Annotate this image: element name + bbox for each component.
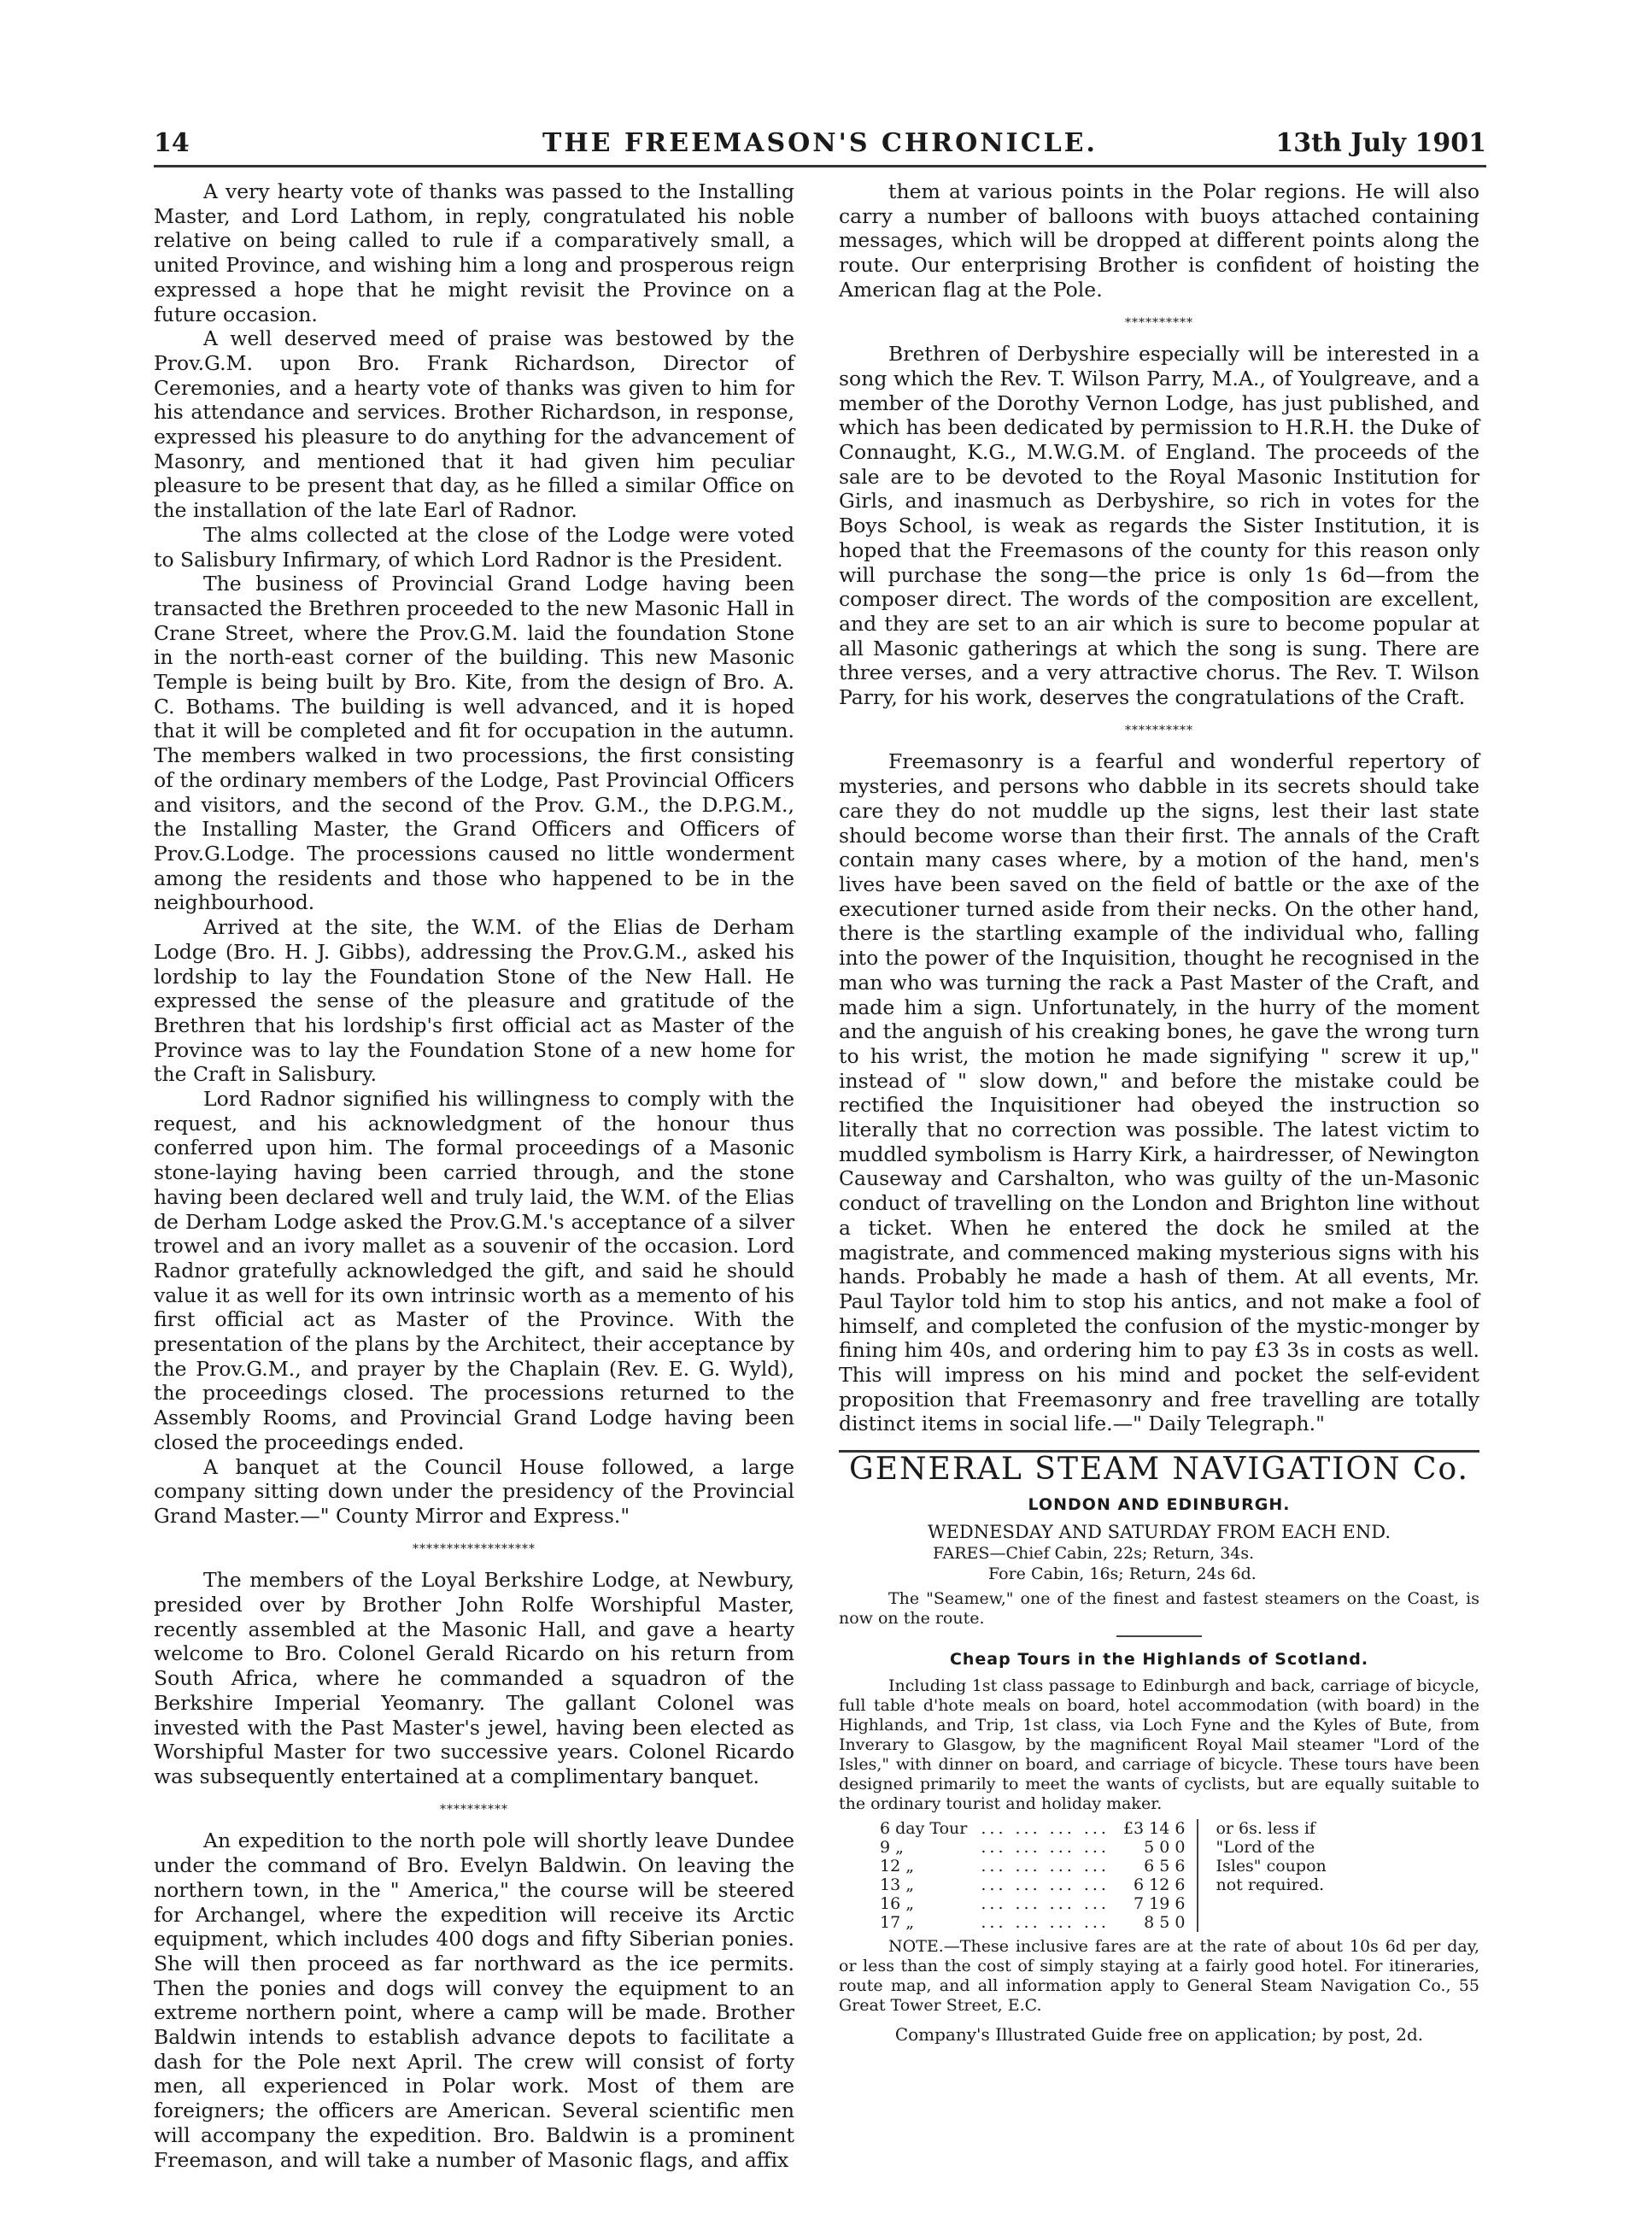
steam-navigation-advertisement: [839, 1450, 1479, 2047]
ad-seamew-note: The "Seamew," one of the finest and fastest steamers on the Coast, is now on the route.: [839, 1588, 1479, 1628]
article-paragraph: Lord Radnor signified his willingness to comply with the request, and his acknowledgment of the honour thus conferred upon him. The formal proceedings of a Masonic stone-laying having been carried through, and the stone having been declared well and truly laid, the W.M. of the Elias de Derham Lodge asked the Prov.G.M.'s acceptance of a silver trowel and an ivory mallet as a souvenir of the occasion. Lord Radnor gratefully acknowledged the gift, and said he should value it as well for its own intrinsic worth as a memento of his first official act as Master of the Province. With the presentation of the plans by the Architect, their acceptance by the Prov.G.M., and prayer by the Chaplain (Rev. E. G. Wyld), the proceedings closed. The processions returned to the Assembly Rooms, and Provincial Grand Lodge having been closed the proceedings ended.: [154, 1087, 794, 1454]
article-paragraph: Brethren of Derbyshire especially will be interested in a song which the Rev. T. Wilson Parry, M.A., of Youlgreave, and a member of the Dorothy Vernon Lodge, has just published, and which has been dedicated by permission to H.R.H. the Duke of Connaught, K.G., M.W.G.M. of England. The proceeds of the sale are to be devoted to the Royal Masonic Institution for Girls, and inasmuch as Derbyshire, so rich in votes for the Boys School, is weak as regards the Sister Institution, it is hoped that the Freemasons of the county for this reason only will purchase the song—the price is only 1s 6d—from the composer direct. The words of the composition are excellent, and they are set to an air which is sure to become popular at all Masonic gatherings at which the song is sung. There are three verses, and a very attractive chorus. The Rev. T. Wilson Parry, for his work, deserves the congratulations of the Craft.: [839, 342, 1479, 710]
left-column: [154, 179, 794, 2172]
table-row: [873, 1819, 1350, 1838]
leader-dots: ... ... ... ...: [981, 1819, 1110, 1839]
leader-dots: ... ... ... ...: [981, 1894, 1110, 1914]
header-rule: [154, 165, 1486, 167]
ad-tours-heading: Cheap Tours in the Highlands of Scotland.: [949, 1649, 1369, 1669]
publication-title: THE FREEMASON'S CHRONICLE.: [542, 128, 1098, 158]
tour-days: 13 „: [880, 1875, 915, 1895]
issue-date: 13th July 1901: [1275, 128, 1486, 158]
article-paragraph: Freemasonry is a fearful and wonderful repertory of mysteries, and persons who dabble in its secrets should take care they do not muddle up the signs, lest their last state should become worse than their first. The annals of the Craft contain many cases where, by a motion of the hand, men's lives have been saved on the field of battle or the axe of the executioner turned aside from their necks. On the other hand, there is the startling example of the individual who, falling into the power of the Inquisition, thought he recognised in the man who was turning the rack a Past Master of the Craft, and made him a sign. Unfortunately, in the hurry of the moment and the anguish of his creaking bones, he gave the wrong turn to his wrist, the motion he made signifying " screw it up," instead of " slow down," and before the mistake could be rectified the Inquisitioner had obeyed the instruction so literally that no correction was possible. The latest victim to muddled symbolism is Harry Kirk, a hairdresser, of Newington Causeway and Carshalton, who was guilty of the un-Masonic conduct of travelling on the London and Brighton line without a ticket. When he entered the dock he smiled at the magistrate, and commenced making mysterious signs with his hands. Probably he made a hash of them. At all events, Mr. Paul Taylor told him to stop his antics, and not make a fool of himself, and completed the confusion of the mystic-monger by fining him 40s, and ordering him to pay £3 3s in costs as well. This will impress on his mind and pocket the self-evident proposition that Freemasonry and free travelling are totally distinct items in social life.—" Daily Telegraph.": [839, 749, 1479, 1436]
tour-price: £3 14 6: [1122, 1819, 1186, 1839]
tour-price: 8 5 0: [1144, 1913, 1186, 1933]
tour-days: 9 „: [880, 1838, 904, 1858]
article-paragraph: A very hearty vote of thanks was passed to the Installing Master, and Lord Lathom, in reply, congratulated his noble relative on being called to rule if a comparatively small, a united Province, and wishing him a long and prosperous reign expressed a hope that he might revisit the Province on a future occasion.: [154, 179, 794, 326]
tour-price: 6 5 6: [1144, 1857, 1186, 1876]
tour-days: 6 day Tour: [880, 1819, 968, 1839]
leader-dots: ... ... ... ...: [981, 1857, 1110, 1876]
right-column: [839, 179, 1479, 2047]
article-paragraph: A banquet at the Council House followed, a large company sitting down under the presidency of the Provincial Grand Master.—" County Mirror and Express.": [154, 1454, 794, 1528]
section-separator: **********: [1125, 315, 1193, 330]
ad-fares-note: NOTE.—These inclusive fares are at the rate of about 10s 6d per day, or less than the cost of simply staying at a fairly good hotel. For itineraries, route map, and all information apply to General Steam Navigation Co., 55 Great Tower Street, E.C.: [839, 1937, 1479, 2016]
page-header: [154, 128, 1486, 162]
section-separator: ******************: [413, 1541, 536, 1556]
ad-route: LONDON AND EDINBURGH.: [1028, 1494, 1291, 1514]
ad-tours-text: Including 1st class passage to Edinburgh and back, carriage of bicycle, full table d'hote meals on board, hotel accommodation (with board) in the Highlands, and Trip, 1st class, via Loch Fyne and the Kyles of Bute, from Inverary to Glasgow, by the magnificent Royal Mail steamer "Lord of the Isles," with dinner on board, and carriage of bicycle. These tours have been designed primarily to meet the wants of cyclists, but are equally suitable to the ordinary tourist and holiday maker.: [839, 1676, 1479, 1814]
ad-divider: [1116, 1635, 1202, 1637]
tour-days: 17 „: [880, 1913, 915, 1933]
ad-guide-offer: Company's Illustrated Guide free on application; by post, 2d.: [894, 2024, 1424, 2046]
ad-company-name: GENERAL STEAM NAVIGATION Co.: [849, 1452, 1469, 1488]
tours-side-note: or 6s. less if "Lord of the Isles" coupon not required.: [1198, 1819, 1350, 1932]
tours-price-table: [873, 1819, 1350, 1932]
ad-fare-chief: FARES—Chief Cabin, 22s; Return, 34s.: [933, 1543, 1255, 1563]
article-paragraph: them at various points in the Polar regions. He will also carry a number of balloons with buoys attached containing messages, which will be dropped at different points along the route. Our enterprising Brother is confident of hoisting the American flag at the Pole.: [839, 179, 1479, 302]
tour-price: 7 19 6: [1134, 1894, 1186, 1914]
ad-fare-fore: Fore Cabin, 16s; Return, 24s 6d.: [988, 1564, 1257, 1583]
leader-dots: ... ... ... ...: [981, 1838, 1110, 1858]
tour-price: 5 0 0: [1144, 1838, 1186, 1858]
ad-schedule: WEDNESDAY AND SATURDAY FROM EACH END.: [928, 1521, 1391, 1542]
article-paragraph: The alms collected at the close of the Lodge were voted to Salisbury Infirmary, of which Lord Radnor is the President.: [154, 522, 794, 572]
leader-dots: ... ... ... ...: [981, 1913, 1110, 1933]
leader-dots: ... ... ... ...: [981, 1875, 1110, 1895]
page-number: 14: [154, 128, 190, 158]
tour-price: 6 12 6: [1134, 1875, 1186, 1895]
article-paragraph: A well deserved meed of praise was bestowed by the Prov.G.M. upon Bro. Frank Richardson, Director of Ceremonies, and a hearty vote of thanks was given to him for his attendance and services. Brother Richardson, in response, expressed his pleasure to do anything for the advancement of Masonry, and mentioned that it had given him peculiar pleasure to be present that day, as he filled a similar Office on the installation of the late Earl of Radnor.: [154, 326, 794, 523]
section-separator: **********: [1125, 723, 1193, 737]
section-separator: **********: [440, 1802, 508, 1817]
tour-days: 12 „: [880, 1857, 915, 1876]
tour-days: 16 „: [880, 1894, 915, 1914]
article-paragraph: Arrived at the site, the W.M. of the Elias de Derham Lodge (Bro. H. J. Gibbs), addressing the Prov.G.M., asked his lordship to lay the Foundation Stone of the New Hall. He expressed the sense of the pleasure and gratitude of the Brethren that his lordship's first official act as Master of the Province was to lay the Foundation Stone of a new home for the Craft in Salisbury.: [154, 915, 794, 1087]
article-paragraph: The members of the Loyal Berkshire Lodge, at Newbury, presided over by Brother John Rolfe Worshipful Master, recently assembled at the Masonic Hall, and gave a hearty welcome to Bro. Colonel Gerald Ricardo on his return from South Africa, where he commanded a squadron of the Berkshire Imperial Yeomanry. The gallant Colonel was invested with the Past Master's jewel, having been elected as Worshipful Master for two successive years. Colonel Ricardo was subsequently entertained at a complimentary banquet.: [154, 1568, 794, 1788]
article-paragraph: An expedition to the north pole will shortly leave Dundee under the command of Bro. Evelyn Baldwin. On leaving the northern town, in the " America," the course will be steered for Archangel, where the expedition will receive its Arctic equipment, which includes 400 dogs and fifty Siberian ponies. She will then proceed as far northward as the ice permits. Then the ponies and dogs will convey the equipment to an extreme northern point, where a camp will be made. Brother Baldwin intends to establish advance depots to facilitate a dash for the Pole next April. The crew will consist of forty men, all experienced in Polar work. Most of them are foreigners; the officers are American. Several scientific men will accompany the expedition. Bro. Baldwin is a prominent Freemason, and will take a number of Masonic flags, and affix: [154, 1829, 794, 2172]
article-paragraph: The business of Provincial Grand Lodge having been transacted the Brethren proceeded to the new Masonic Hall in Crane Street, where the Prov.G.M. laid the foundation Stone in the north-east corner of the building. This new Masonic Temple is being built by Bro. Kite, from the design of Bro. A. C. Bothams. The building is well advanced, and it is hoped that it will be completed and fit for occupation in the autumn. The members walked in two processions, the first consisting of the ordinary members of the Lodge, Past Provincial Officers and visitors, and the second of the Prov. G.M., the D.P.G.M., the Installing Master, the Grand Officers and Officers of Prov.G.Lodge. The processions caused no little wonderment among the residents and those who happened to be in the neighbourhood.: [154, 572, 794, 915]
